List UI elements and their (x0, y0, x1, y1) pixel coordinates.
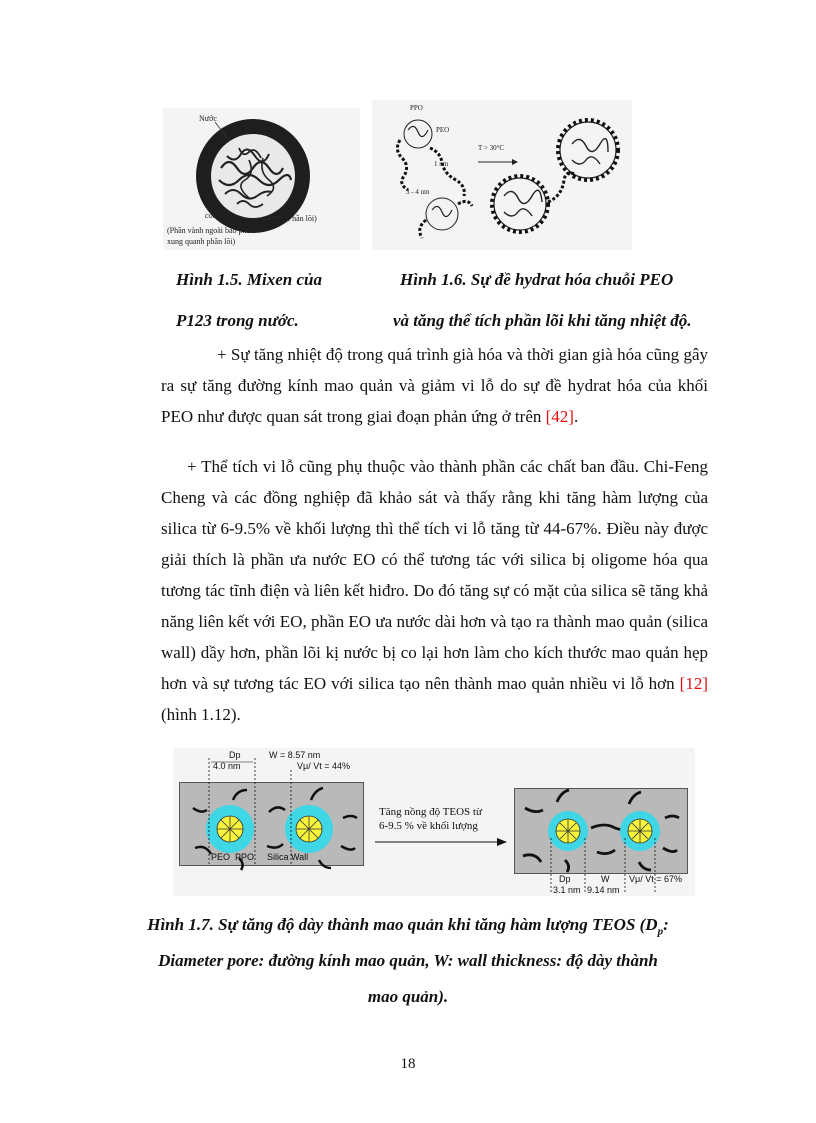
left-dp-label: Dp (229, 750, 241, 760)
caption-figure-1-6-line1: Hình 1.6. Sự đề hydrat hóa chuỗi PEO (400, 270, 674, 289)
left-wall-thickness: W = 8.57 nm (269, 750, 321, 760)
right-dp-value: 3.1 nm (553, 885, 581, 895)
paragraph-micropore-text: + Thể tích vi lỗ cũng phụ thuộc vào thành phần các chất ban đầu. Chi-Feng Cheng và các đồng nghiệp đã khảo sát và thấy rằng khi tăng hàm lượng của silica từ 6-9.5% về khối lượng thì thể tích vi lỗ tăng từ 44-67%. Điều này được giải thích là phần ưa nước EO có thể tương tác với silica bị oligome hóa qua tương tác tĩnh điện và liên kết hiđro. Do đó tăng sự có mặt của silica sẽ tăng khả năng liên kết với EO, phần EO ưa nước dài hơn và tạo ra thành mao quản (silica wall) dầy hơn, phần lõi kị nước bị co lại hơn làm cho kích thước mao quản hẹp hơn và sự tương tác EO với silica tạo nên thành mao quản nhiều vi lỗ hơn (161, 457, 708, 693)
citation-42[interactable]: [42] (545, 407, 574, 426)
caption-figure-1-7-line3: mao quản). (367, 987, 449, 1006)
label-ppo: PPO (410, 104, 423, 112)
paragraph-temperature (161, 339, 708, 432)
page-number: 18 (400, 1056, 416, 1072)
label-shell-line2: xung quanh phần lõi) (167, 237, 236, 246)
right-wall-value: 9.14 nm (587, 885, 620, 895)
figure-1-7 (173, 748, 695, 896)
label-corona: corona (205, 211, 228, 220)
caption-figure-1-6-line2: và tăng thể tích phần lõi khi tăng nhiệt độ. (393, 311, 692, 330)
caption-figure-1-7-line2: Diameter pore: đường kính mao quản, W: wall thickness: độ dày thành (158, 951, 658, 970)
right-dp-label: Dp (559, 874, 571, 884)
paragraph-temperature-end: . (573, 407, 579, 426)
paragraph-micropore (161, 451, 708, 730)
arrow-label-line2: 6-9.5 % về khối lượng (379, 820, 478, 832)
caption-figure-1-7-subscript: p (657, 925, 664, 938)
label-temperature: T > 30°C (478, 144, 505, 152)
right-volume-ratio: Vμ/ Vt = 67% (629, 874, 682, 884)
label-peo: PEO (211, 852, 231, 862)
figure-1-6 (372, 100, 632, 250)
figure-1-5 (163, 108, 360, 250)
citation-12[interactable]: [12] (679, 674, 708, 693)
paragraph-micropore-end: (hình 1.12). (161, 705, 241, 724)
paragraph-temperature-text: + Sự tăng nhiệt độ trong quá trình già hóa và thời gian già hóa cũng gây ra sự tăng đường kính mao quản và giảm vi lỗ do sự đề hydrat hóa của khối PEO như được quan sát trong giai đoạn phản ứng ở trên (161, 345, 708, 426)
label-3-4nm: 3 - 4 nm (406, 188, 430, 196)
label-water: Nước (199, 114, 217, 123)
label-shell-line1: (Phần vành ngoài bao phủ (167, 226, 251, 235)
arrow-label-line1: Tăng nồng độ TEOS từ (379, 806, 482, 818)
label-core-vi: (Phần lõi) (285, 214, 317, 223)
dehydration-diagram (372, 100, 632, 250)
label-core: core (267, 213, 281, 222)
caption-figure-1-7-line1 (0, 915, 816, 937)
label-peo: PEO (436, 126, 450, 134)
left-dp-value: 4.0 nm (213, 761, 241, 771)
caption-figure-1-7-colon: : (663, 915, 669, 934)
label-1nm: 1 nm (434, 160, 449, 168)
figure-1-7-right-micelles (173, 748, 695, 896)
left-volume-ratio: Vμ/ Vt = 44% (297, 761, 350, 771)
right-wall-label: W (601, 874, 610, 884)
caption-figure-1-7-line1-text: Hình 1.7. Sự tăng độ dày thành mao quản khi tăng hàm lượng TEOS (D (147, 915, 658, 934)
caption-figure-1-5-line2: P123 trong nước. (176, 311, 299, 330)
label-ppo: PPO (235, 852, 255, 862)
caption-figure-1-5-line1: Hình 1.5. Mixen của (176, 270, 322, 289)
label-silica-wall: Silica Wall (267, 852, 309, 862)
